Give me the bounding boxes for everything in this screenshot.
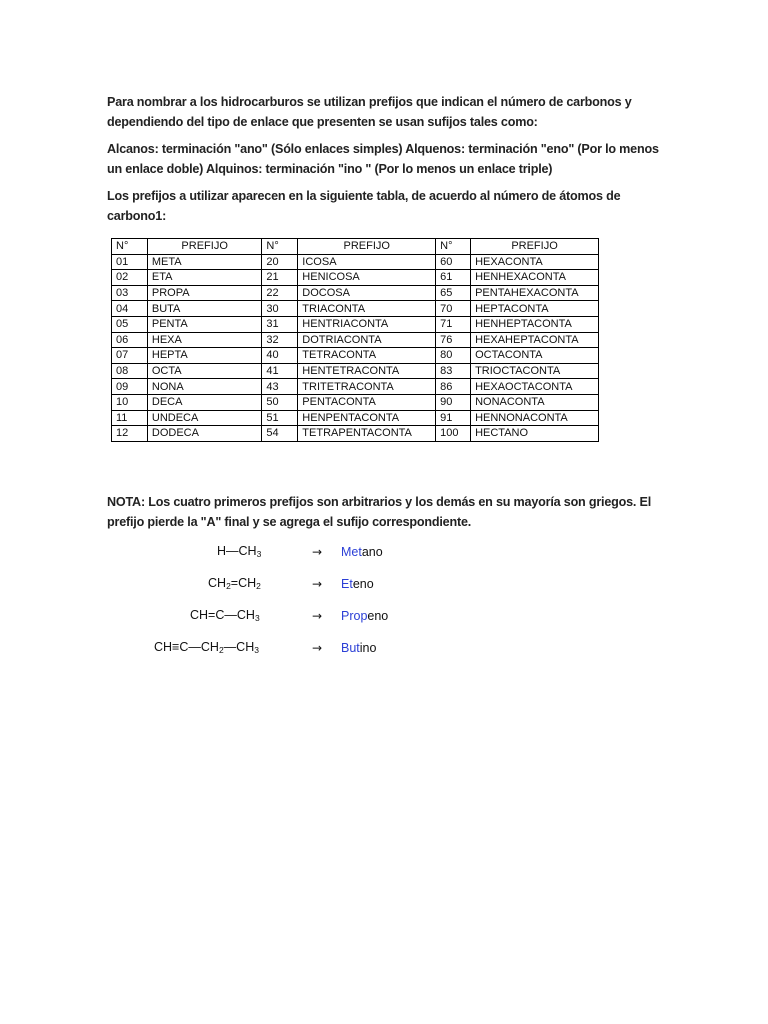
formula-part: CH≡C—CH (154, 640, 219, 654)
prefix-cell: TRIOCTACONTA (471, 363, 599, 379)
carbon-number-cell: 10 (112, 394, 148, 410)
arrow-icon: → (312, 577, 323, 591)
table-row (112, 394, 599, 410)
carbon-number-cell: 80 (436, 348, 471, 364)
carbon-number-cell: 91 (436, 410, 471, 426)
carbon-number-cell: 01 (112, 254, 148, 270)
carbon-number-cell: 65 (436, 285, 471, 301)
compound-suffix: eno (367, 609, 389, 623)
prefix-table (111, 238, 599, 442)
carbon-number-cell: 71 (436, 316, 471, 332)
formula-subscript: 3 (254, 645, 259, 655)
prefix-cell: TETRAPENTACONTA (298, 426, 436, 442)
carbon-number-cell: 70 (436, 301, 471, 317)
compound-name-ethene (341, 577, 374, 591)
prefix-cell: HENICOSA (298, 270, 436, 286)
table-row (112, 301, 599, 317)
carbon-number-cell: 08 (112, 363, 148, 379)
table-row (112, 363, 599, 379)
formula-part: —CH (223, 640, 255, 654)
table-row (112, 316, 599, 332)
prefix-cell: HEPTACONTA (471, 301, 599, 317)
carbon-number-cell: 06 (112, 332, 148, 348)
note-paragraph: NOTA: Los cuatro primeros prefijos son arbitrarios y los demás en su mayoría son griegos. El prefijo pierde la "A" final y se agrega el sufijo correspondiente. (107, 495, 652, 529)
prefix-cell: PENTA (147, 316, 262, 332)
carbon-number-cell: 02 (112, 270, 148, 286)
formula-part: CH=C—CH (190, 608, 255, 622)
carbon-number-cell: 30 (262, 301, 298, 317)
prefix-cell: TRIACONTA (298, 301, 436, 317)
prefix-cell: PENTAHEXACONTA (471, 285, 599, 301)
carbon-number-cell: 83 (436, 363, 471, 379)
prefix-cell: PROPA (147, 285, 262, 301)
prefix-cell: DODECA (147, 426, 262, 442)
table-body (112, 254, 599, 441)
carbon-number-cell: 05 (112, 316, 148, 332)
compound-prefix: Prop (341, 609, 368, 623)
compound-name-methane (341, 545, 383, 559)
carbon-number-cell: 32 (262, 332, 298, 348)
carbon-number-cell: 50 (262, 394, 298, 410)
carbon-number-cell: 21 (262, 270, 298, 286)
header-number-3: N° (436, 239, 471, 255)
carbon-number-cell: 12 (112, 426, 148, 442)
prefix-cell: META (147, 254, 262, 270)
prefix-cell: BUTA (147, 301, 262, 317)
carbon-number-cell: 22 (262, 285, 298, 301)
table-intro-paragraph: Los prefijos a utilizar aparecen en la siguiente tabla, de acuerdo al número de átomos de carbono1: (107, 189, 621, 223)
prefix-cell: DOCOSA (298, 285, 436, 301)
formula-subscript: 3 (256, 549, 262, 559)
intro-paragraph: Para nombrar a los hidrocarburos se utilizan prefijos que indican el número de carbonos y dependiendo del tipo de enlace que presenten se usan sufijos tales como: (107, 95, 632, 129)
table-row (112, 410, 599, 426)
arrow-icon: → (312, 545, 323, 559)
prefix-cell: OCTA (147, 363, 262, 379)
carbon-number-cell: 40 (262, 348, 298, 364)
table-row (112, 426, 599, 442)
carbon-number-cell: 09 (112, 379, 148, 395)
prefix-cell: HEXAHEPTACONTA (471, 332, 599, 348)
prefix-cell: HENHEXACONTA (471, 270, 599, 286)
carbon-number-cell: 41 (262, 363, 298, 379)
carbon-number-cell: 86 (436, 379, 471, 395)
prefix-cell: DECA (147, 394, 262, 410)
compound-prefix: Et (341, 577, 353, 591)
carbon-number-cell: 04 (112, 301, 148, 317)
formula-part: H—CH (217, 544, 257, 558)
carbon-number-cell: 31 (262, 316, 298, 332)
prefix-cell: PENTACONTA (298, 394, 436, 410)
table-row (112, 348, 599, 364)
compound-suffix: ino (359, 641, 377, 655)
formula-methane (217, 544, 261, 559)
carbon-number-cell: 03 (112, 285, 148, 301)
carbon-number-cell: 07 (112, 348, 148, 364)
prefix-cell: HEPTA (147, 348, 262, 364)
arrow-icon: → (312, 609, 323, 623)
formula-part: =CH (230, 576, 257, 590)
carbon-number-cell: 76 (436, 332, 471, 348)
header-prefix-1: PREFIJO (147, 239, 262, 255)
table-row (112, 332, 599, 348)
prefix-cell: TRITETRACONTA (298, 379, 436, 395)
table-row (112, 270, 599, 286)
prefix-cell: HECTANO (471, 426, 599, 442)
compound-suffix: eno (352, 577, 374, 591)
header-number-2: N° (262, 239, 298, 255)
suffix-rules-paragraph: Alcanos: terminación "ano" (Sólo enlaces simples) Alquenos: terminación "eno" (Por lo menos un enlace doble) Alquinos: terminación "ino " (Por lo menos un enlace triple) (107, 142, 659, 176)
prefix-cell: DOTRIACONTA (298, 332, 436, 348)
table-row (112, 285, 599, 301)
formula-subscript: 2 (218, 645, 224, 655)
prefix-cell: NONA (147, 379, 262, 395)
table-row (112, 379, 599, 395)
prefix-cell: HENTRIACONTA (298, 316, 436, 332)
carbon-number-cell: 90 (436, 394, 471, 410)
carbon-number-cell: 60 (436, 254, 471, 270)
compound-suffix: ano (361, 545, 383, 559)
prefix-cell: ETA (147, 270, 262, 286)
prefix-cell: OCTACONTA (471, 348, 599, 364)
prefix-cell: HENHEPTACONTA (471, 316, 599, 332)
carbon-number-cell: 51 (262, 410, 298, 426)
prefix-cell: HENTETRACONTA (298, 363, 436, 379)
carbon-number-cell: 11 (112, 410, 148, 426)
formula-butyne (154, 640, 259, 655)
formula-subscript: 2 (226, 581, 231, 591)
compound-prefix: But (341, 641, 360, 655)
prefix-cell: HEXAOCTACONTA (471, 379, 599, 395)
prefix-cell: ICOSA (298, 254, 436, 270)
table-header-row (112, 239, 599, 255)
carbon-number-cell: 43 (262, 379, 298, 395)
prefix-cell: HENNONACONTA (471, 410, 599, 426)
prefix-cell: HEXA (147, 332, 262, 348)
formula-propene (190, 608, 260, 623)
arrow-icon: → (312, 641, 323, 655)
prefix-cell: NONACONTA (471, 394, 599, 410)
carbon-number-cell: 61 (436, 270, 471, 286)
carbon-number-cell: 54 (262, 426, 298, 442)
compound-prefix: Met (341, 545, 362, 559)
header-number-1: N° (112, 239, 148, 255)
prefix-cell: UNDECA (147, 410, 262, 426)
header-prefix-3: PREFIJO (471, 239, 599, 255)
compound-name-butyne (341, 641, 376, 655)
formula-subscript: 3 (254, 613, 260, 623)
prefix-cell: HENPENTACONTA (298, 410, 436, 426)
table-row (112, 254, 599, 270)
header-prefix-2: PREFIJO (298, 239, 436, 255)
carbon-number-cell: 100 (436, 426, 471, 442)
formula-subscript: 2 (256, 581, 261, 591)
formula-part: CH (208, 576, 227, 590)
prefix-cell: HEXACONTA (471, 254, 599, 270)
compound-name-propene (341, 609, 388, 623)
prefix-cell: TETRACONTA (298, 348, 436, 364)
formula-ethene (208, 576, 261, 591)
carbon-number-cell: 20 (262, 254, 298, 270)
